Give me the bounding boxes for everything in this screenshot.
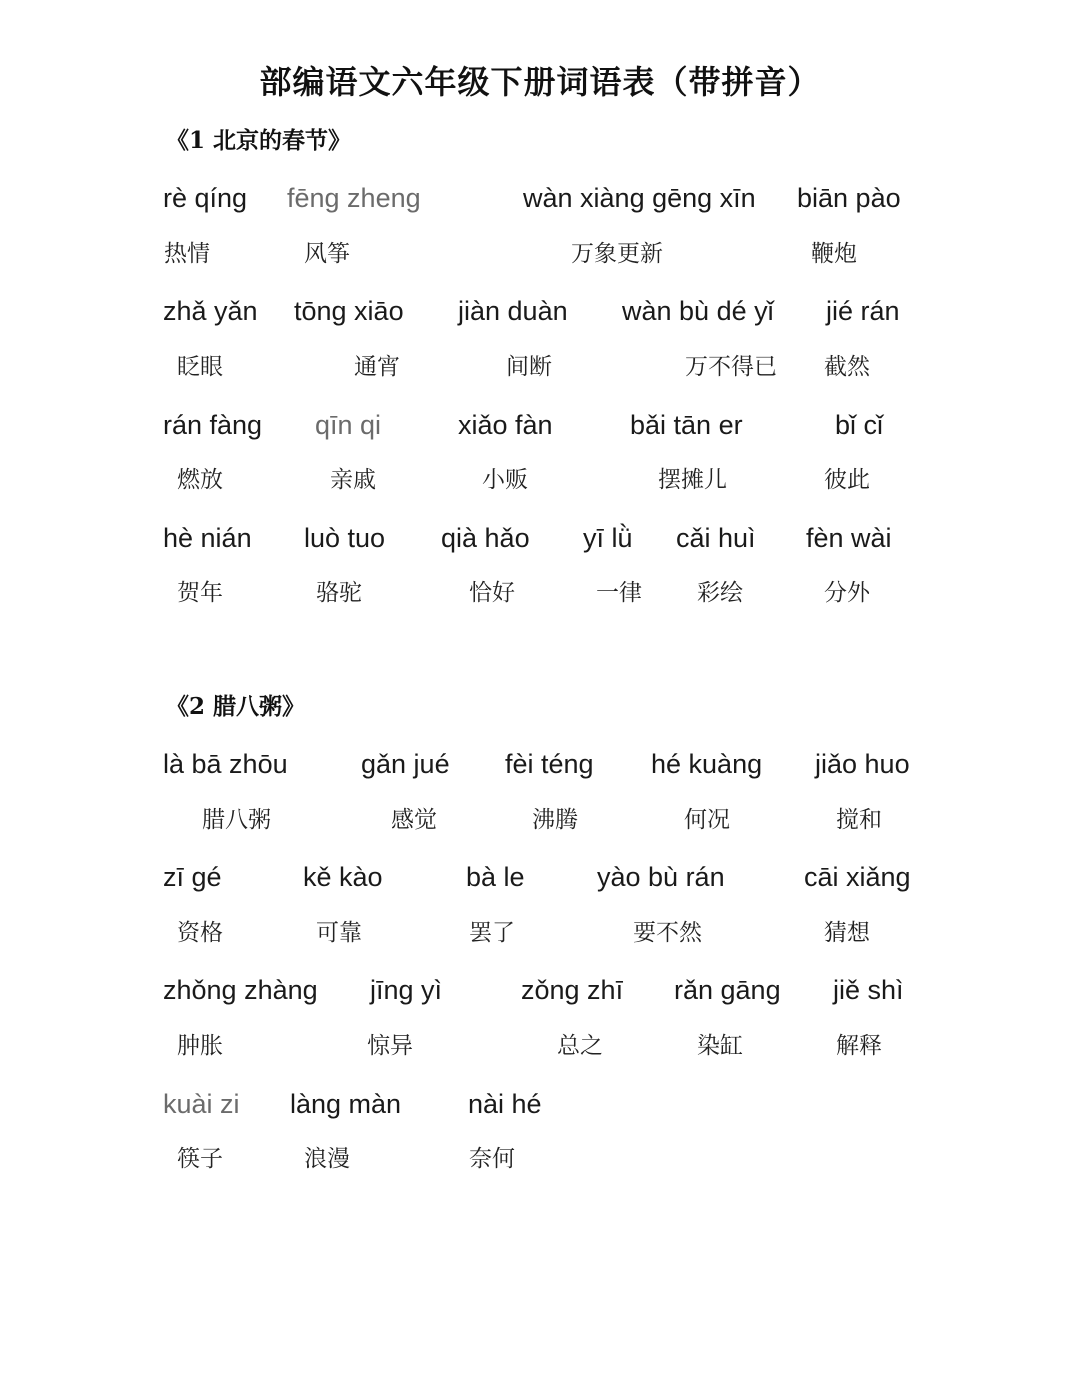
word-hanzi: 搅和	[836, 807, 882, 833]
word-hanzi: 肿胀	[177, 1033, 223, 1059]
word-pinyin: bǐ cǐ	[835, 410, 884, 440]
word-hanzi: 摆摊儿	[658, 467, 727, 493]
word-pinyin: bǎi tān er	[630, 410, 743, 440]
word-pinyin: wàn bù dé yǐ	[622, 296, 774, 326]
word-pinyin: zhǒng zhàng	[163, 975, 318, 1005]
word-hanzi: 要不然	[633, 920, 702, 946]
word-hanzi: 染缸	[697, 1033, 743, 1059]
word-hanzi: 鞭炮	[811, 241, 857, 267]
word-hanzi: 贺年	[177, 580, 223, 606]
word-hanzi: 惊异	[367, 1033, 413, 1059]
word-pinyin: qià hǎo	[441, 523, 530, 553]
word-hanzi: 总之	[557, 1033, 603, 1059]
word-pinyin: zǒng zhī	[521, 975, 624, 1005]
word-hanzi: 奈何	[469, 1146, 515, 1172]
word-pinyin: fèn wài	[806, 523, 892, 553]
word-pinyin: zhǎ yǎn	[163, 296, 258, 326]
word-pinyin: qīn qi	[315, 410, 382, 440]
word-pinyin: biān pào	[797, 183, 901, 213]
word-hanzi: 燃放	[177, 467, 223, 493]
word-pinyin: zī gé	[163, 862, 222, 892]
word-pinyin: hè nián	[163, 523, 252, 553]
word-pinyin: nài hé	[468, 1089, 542, 1119]
word-hanzi: 资格	[177, 920, 223, 946]
word-pinyin: fèi téng	[505, 749, 594, 779]
word-hanzi: 解释	[836, 1033, 882, 1059]
word-hanzi: 彩绘	[697, 580, 743, 606]
word-hanzi: 通宵	[354, 354, 400, 380]
word-pinyin: jiě shì	[833, 975, 904, 1005]
word-pinyin: luò tuo	[304, 523, 386, 553]
word-pinyin: jiǎo huo	[815, 749, 910, 779]
word-hanzi: 腊八粥	[202, 807, 271, 833]
word-hanzi: 彼此	[824, 467, 870, 493]
word-pinyin: jīng yì	[370, 975, 443, 1005]
word-pinyin: làng màn	[290, 1089, 402, 1119]
word-hanzi: 眨眼	[177, 354, 223, 380]
word-pinyin: rè qíng	[163, 183, 248, 213]
word-pinyin: kuài zi	[163, 1089, 240, 1119]
word-hanzi: 一律	[596, 580, 642, 606]
word-hanzi: 截然	[824, 354, 870, 380]
word-hanzi: 万不得已	[685, 354, 777, 380]
word-pinyin: kě kào	[303, 862, 383, 892]
word-hanzi: 筷子	[177, 1146, 223, 1172]
word-pinyin: yī lǜ	[583, 523, 633, 553]
word-pinyin: rǎn gāng	[674, 975, 781, 1005]
word-hanzi: 小贩	[482, 467, 528, 493]
word-hanzi: 罢了	[469, 920, 515, 946]
word-hanzi: 万象更新	[571, 241, 663, 267]
word-pinyin: yào bù rán	[597, 862, 725, 892]
word-pinyin: hé kuàng	[651, 749, 763, 779]
word-pinyin: jiàn duàn	[458, 296, 568, 326]
page-title: 部编语文六年级下册词语表（带拼音）	[259, 63, 821, 101]
word-pinyin: wàn xiàng gēng xīn	[523, 183, 756, 213]
word-hanzi: 感觉	[391, 807, 437, 833]
word-pinyin: là bā zhōu	[163, 749, 288, 779]
word-pinyin: xiǎo fàn	[458, 410, 553, 440]
word-pinyin: fēng zheng	[287, 183, 421, 213]
word-hanzi: 可靠	[316, 920, 362, 946]
word-pinyin: bà le	[466, 862, 525, 892]
word-hanzi: 风筝	[304, 241, 350, 267]
word-pinyin: gǎn jué	[361, 749, 450, 779]
word-pinyin: cǎi huì	[676, 523, 756, 553]
word-hanzi: 骆驼	[316, 580, 362, 606]
section-heading: 《2 腊八粥》	[166, 693, 306, 720]
word-pinyin: cāi xiǎng	[804, 862, 911, 892]
word-pinyin: jié rán	[826, 296, 900, 326]
word-hanzi: 沸腾	[532, 807, 578, 833]
word-hanzi: 浪漫	[304, 1146, 350, 1172]
word-pinyin: rán fàng	[163, 410, 263, 440]
word-hanzi: 亲戚	[330, 467, 376, 493]
word-hanzi: 分外	[824, 580, 870, 606]
word-pinyin: tōng xiāo	[294, 296, 404, 326]
word-hanzi: 热情	[164, 241, 210, 267]
section-heading: 《1 北京的春节》	[166, 127, 352, 154]
word-hanzi: 间断	[506, 354, 552, 380]
word-hanzi: 猜想	[824, 920, 870, 946]
word-hanzi: 恰好	[469, 580, 515, 606]
word-hanzi: 何况	[684, 807, 730, 833]
